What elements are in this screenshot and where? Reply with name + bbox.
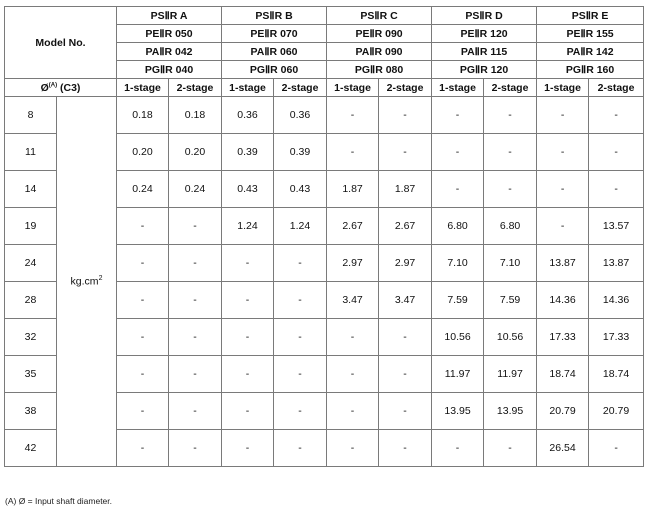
inertia-value-cell: - <box>117 282 169 319</box>
inertia-value-cell: - <box>117 245 169 282</box>
model-pg-c: PGⅡR 080 <box>327 61 432 79</box>
model-pg-d: PGⅡR 120 <box>432 61 537 79</box>
inertia-value-cell: - <box>222 356 274 393</box>
inertia-value-cell: 18.74 <box>589 356 644 393</box>
inertia-value-cell: - <box>169 319 222 356</box>
inertia-value-cell: - <box>432 134 484 171</box>
phi-code: (C3) <box>60 81 81 94</box>
stage-header: 1-stage <box>537 79 589 97</box>
inertia-value-cell: 17.33 <box>589 319 644 356</box>
unit-cell <box>57 97 117 467</box>
inertia-value-cell: - <box>379 319 432 356</box>
shaft-diameter-cell: 32 <box>5 319 57 356</box>
inertia-value-cell: - <box>589 171 644 208</box>
inertia-value-cell: 18.74 <box>537 356 589 393</box>
inertia-value-cell: - <box>169 430 222 467</box>
inertia-value-cell: 6.80 <box>432 208 484 245</box>
inertia-spec-table <box>4 6 644 467</box>
phi-symbol: Ø <box>40 81 49 94</box>
stage-header: 1-stage <box>222 79 274 97</box>
inertia-value-cell: - <box>169 393 222 430</box>
inertia-value-cell: 10.56 <box>432 319 484 356</box>
model-pg-e: PGⅡR 160 <box>537 61 644 79</box>
model-pe-b: PEⅡR 070 <box>222 25 327 43</box>
model-pe-a: PEⅡR 050 <box>117 25 222 43</box>
inertia-value-cell: - <box>274 356 327 393</box>
inertia-value-cell: - <box>117 356 169 393</box>
inertia-value-cell: 11.97 <box>432 356 484 393</box>
inertia-value-cell: - <box>222 282 274 319</box>
inertia-value-cell: 0.43 <box>222 171 274 208</box>
inertia-value-cell: 26.54 <box>537 430 589 467</box>
inertia-value-cell: - <box>537 208 589 245</box>
inertia-value-cell: 7.10 <box>484 245 537 282</box>
inertia-value-cell: - <box>169 208 222 245</box>
model-pa-c: PAⅡR 090 <box>327 43 432 61</box>
inertia-value-cell: 14.36 <box>537 282 589 319</box>
inertia-value-cell: - <box>327 319 379 356</box>
stage-header: 1-stage <box>327 79 379 97</box>
model-pe-e: PEⅡR 155 <box>537 25 644 43</box>
inertia-value-cell: 0.18 <box>117 97 169 134</box>
inertia-value-cell: 1.24 <box>222 208 274 245</box>
inertia-value-cell: 1.24 <box>274 208 327 245</box>
series-e-name: PSⅡR E <box>537 7 644 25</box>
inertia-value-cell: 1.87 <box>327 171 379 208</box>
stage-header: 2-stage <box>274 79 327 97</box>
inertia-value-cell: 3.47 <box>327 282 379 319</box>
inertia-value-cell: 20.79 <box>589 393 644 430</box>
inertia-value-cell: - <box>589 430 644 467</box>
inertia-value-cell: - <box>222 319 274 356</box>
inertia-value-cell: - <box>169 245 222 282</box>
inertia-value-cell: 13.87 <box>537 245 589 282</box>
shaft-diameter-cell: 38 <box>5 393 57 430</box>
inertia-value-cell: - <box>484 134 537 171</box>
inertia-value-cell: 2.67 <box>327 208 379 245</box>
series-b-name: PSⅡR B <box>222 7 327 25</box>
footnote: (A) Ø = Input shaft diameter. <box>5 496 113 506</box>
inertia-value-cell: - <box>274 393 327 430</box>
series-c-name: PSⅡR C <box>327 7 432 25</box>
stage-header: 2-stage <box>169 79 222 97</box>
inertia-value-cell: 0.18 <box>169 97 222 134</box>
inertia-value-cell: - <box>327 430 379 467</box>
inertia-value-cell: - <box>117 208 169 245</box>
inertia-value-cell: 13.95 <box>484 393 537 430</box>
shaft-diameter-cell: 24 <box>5 245 57 282</box>
series-d-name: PSⅡR D <box>432 7 537 25</box>
inertia-value-cell: 11.97 <box>484 356 537 393</box>
inertia-value-cell: - <box>379 97 432 134</box>
inertia-value-cell: 2.97 <box>379 245 432 282</box>
table-row <box>5 97 644 134</box>
model-pe-c: PEⅡR 090 <box>327 25 432 43</box>
model-pa-a: PAⅡR 042 <box>117 43 222 61</box>
inertia-value-cell: - <box>379 356 432 393</box>
inertia-value-cell: 13.95 <box>432 393 484 430</box>
unit-base: kg.cm <box>70 275 99 288</box>
shaft-diameter-cell: 8 <box>5 97 57 134</box>
inertia-value-cell: - <box>537 171 589 208</box>
inertia-value-cell: - <box>589 97 644 134</box>
inertia-value-cell: 2.97 <box>327 245 379 282</box>
shaft-diameter-cell: 28 <box>5 282 57 319</box>
inertia-value-cell: 7.59 <box>484 282 537 319</box>
stage-header: 2-stage <box>379 79 432 97</box>
inertia-value-cell: 0.36 <box>222 97 274 134</box>
phi-footnote-marker: (A) <box>48 82 58 88</box>
stage-header: 2-stage <box>589 79 644 97</box>
shaft-diameter-header <box>5 79 117 97</box>
inertia-value-cell: 13.57 <box>589 208 644 245</box>
inertia-value-cell: - <box>484 97 537 134</box>
inertia-value-cell: - <box>484 430 537 467</box>
stage-header: 2-stage <box>484 79 537 97</box>
inertia-value-cell: - <box>589 134 644 171</box>
inertia-value-cell: - <box>274 245 327 282</box>
inertia-value-cell: 0.36 <box>274 97 327 134</box>
inertia-value-cell: 7.10 <box>432 245 484 282</box>
inertia-value-cell: - <box>327 97 379 134</box>
inertia-value-cell: 20.79 <box>537 393 589 430</box>
inertia-value-cell: - <box>432 171 484 208</box>
inertia-value-cell: 0.24 <box>117 171 169 208</box>
inertia-value-cell: 13.87 <box>589 245 644 282</box>
inertia-value-cell: - <box>274 282 327 319</box>
unit-exponent: 2 <box>98 275 103 283</box>
inertia-value-cell: - <box>327 356 379 393</box>
stage-header: 1-stage <box>117 79 169 97</box>
inertia-value-cell: - <box>379 134 432 171</box>
inertia-value-cell: - <box>484 171 537 208</box>
inertia-value-cell: - <box>432 430 484 467</box>
inertia-value-cell: - <box>379 393 432 430</box>
inertia-value-cell: 10.56 <box>484 319 537 356</box>
model-pg-a: PGⅡR 040 <box>117 61 222 79</box>
inertia-value-cell: 0.39 <box>222 134 274 171</box>
inertia-value-cell: 0.20 <box>117 134 169 171</box>
series-a-name: PSⅡR A <box>117 7 222 25</box>
model-pa-d: PAⅡR 115 <box>432 43 537 61</box>
model-pg-b: PGⅡR 060 <box>222 61 327 79</box>
inertia-value-cell: 7.59 <box>432 282 484 319</box>
shaft-diameter-cell: 42 <box>5 430 57 467</box>
shaft-diameter-cell: 35 <box>5 356 57 393</box>
shaft-diameter-cell: 11 <box>5 134 57 171</box>
inertia-value-cell: - <box>222 430 274 467</box>
stage-header: 1-stage <box>432 79 484 97</box>
inertia-value-cell: - <box>117 393 169 430</box>
shaft-diameter-cell: 14 <box>5 171 57 208</box>
inertia-value-cell: - <box>327 134 379 171</box>
inertia-value-cell: 2.67 <box>379 208 432 245</box>
model-pa-e: PAⅡR 142 <box>537 43 644 61</box>
inertia-value-cell: 0.24 <box>169 171 222 208</box>
inertia-value-cell: 0.20 <box>169 134 222 171</box>
inertia-value-cell: - <box>537 97 589 134</box>
inertia-value-cell: - <box>222 245 274 282</box>
inertia-value-cell: 17.33 <box>537 319 589 356</box>
inertia-value-cell: - <box>379 430 432 467</box>
inertia-value-cell: - <box>432 97 484 134</box>
inertia-value-cell: - <box>274 430 327 467</box>
inertia-value-cell: 6.80 <box>484 208 537 245</box>
inertia-value-cell: - <box>169 356 222 393</box>
inertia-value-cell: 0.43 <box>274 171 327 208</box>
inertia-value-cell: 0.39 <box>274 134 327 171</box>
model-pa-b: PAⅡR 060 <box>222 43 327 61</box>
inertia-value-cell: 14.36 <box>589 282 644 319</box>
inertia-value-cell: 1.87 <box>379 171 432 208</box>
model-pe-d: PEⅡR 120 <box>432 25 537 43</box>
inertia-value-cell: - <box>537 134 589 171</box>
inertia-value-cell: - <box>117 319 169 356</box>
inertia-value-cell: - <box>169 282 222 319</box>
inertia-value-cell: 3.47 <box>379 282 432 319</box>
inertia-value-cell: - <box>274 319 327 356</box>
inertia-value-cell: - <box>222 393 274 430</box>
inertia-value-cell: - <box>117 430 169 467</box>
model-number-header: Model No. <box>5 7 117 79</box>
shaft-diameter-cell: 19 <box>5 208 57 245</box>
inertia-value-cell: - <box>327 393 379 430</box>
